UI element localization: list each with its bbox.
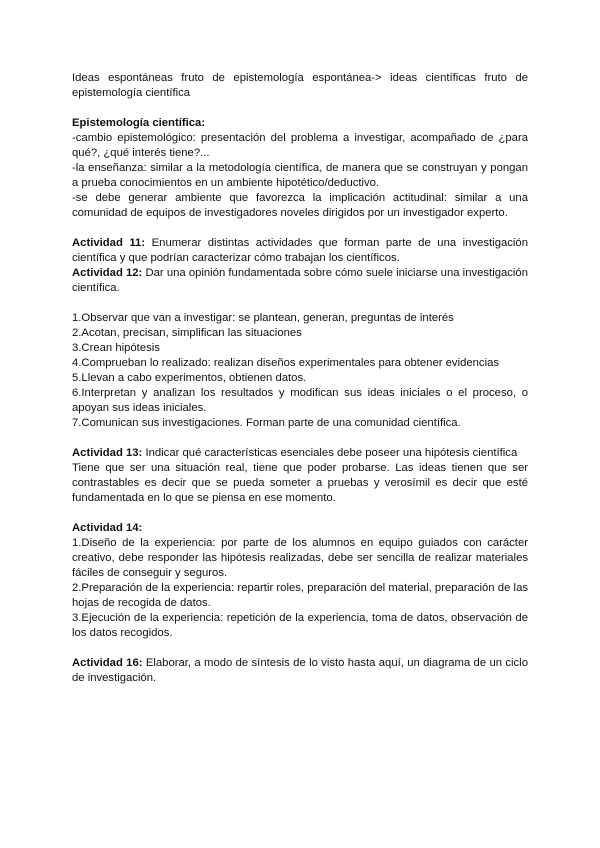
step-item: 4.Comprueban lo realizado: realizan diseños experimentales para obtener evidencias <box>72 357 500 369</box>
actividad-12 <box>72 266 528 296</box>
step-item: 3.Crean hipótesis <box>72 342 160 354</box>
actividad-16-text: Elaborar, a modo de síntesis de lo visto hasta aquí, un diagrama de un ciclo de investigación. <box>72 657 528 684</box>
step-item: 2.Acotan, precisan, simplifican las situaciones <box>72 327 302 339</box>
actividad-14-item: 1.Diseño de la experiencia: por parte de los alumnos en equipo guiados con carácter creativo, debe responder las hipótesis realizadas, debe ser sencilla de realizar materiales fáciles de conseguir y seguros. <box>72 537 528 579</box>
steps-list <box>72 311 528 431</box>
epistemologia-item: -la enseñanza: similar a la metodología científica, de manera que se construyan y pongan a prueba conocimientos en un ambiente hipotético/deductivo. <box>72 162 528 189</box>
actividad-16 <box>72 656 528 686</box>
actividad-11-label: Actividad 11: <box>72 237 146 249</box>
intro-paragraph: Ideas espontáneas fruto de epistemología espontánea-> ideas científicas fruto de epistemología científica <box>72 72 528 99</box>
actividad-14-label: Actividad 14: <box>72 522 143 534</box>
epistemologia-item: -cambio epistemológico: presentación del problema a investigar, acompañado de ¿para qué?, ¿qué interés tiene?... <box>72 132 528 159</box>
actividad-13-label: Actividad 13: <box>72 447 143 459</box>
actividad-13-answer: Tiene que ser una situación real, tiene que poder probarse. Las ideas tienen que ser contrastables es decir que se pueda someter a pruebas y verosímil es decir que esté fundamentada en lo que se piensa en ese momento. <box>72 462 528 504</box>
epistemologia-section <box>72 116 528 221</box>
actividad-14-item: 3.Ejecución de la experiencia: repetición de la experiencia, toma de datos, observación de los datos recogidos. <box>72 612 528 639</box>
step-item: 1.Observar que van a investigar: se plantean, generan, preguntas de interés <box>72 312 454 324</box>
step-item: 6.Interpretan y analizan los resultados y modifican sus ideas iniciales o el proceso, o apoyan sus ideas iniciales. <box>72 387 528 414</box>
actividad-11-text: Enumerar distintas actividades que forman parte de una investigación científica y que podrían caracterizar cómo trabajan los científicos. <box>72 237 528 264</box>
actividad-14-section <box>72 521 528 641</box>
actividad-11 <box>72 236 528 266</box>
actividad-13 <box>72 446 528 461</box>
actividad-16-label: Actividad 16: <box>72 657 143 669</box>
actividad-14-item: 2.Preparación de la experiencia: repartir roles, preparación del material, preparación de las hojas de recogida de datos. <box>72 582 528 609</box>
actividad-12-text: Dar una opinión fundamentada sobre cómo suele iniciarse una investigación científica. <box>72 267 528 294</box>
actividad-12-label: Actividad 12: <box>72 267 143 279</box>
step-item: 5.Llevan a cabo experimentos, obtienen datos. <box>72 372 307 384</box>
epistemologia-heading: Epistemología científica: <box>72 117 206 129</box>
step-item: 7.Comunican sus investigaciones. Forman parte de una comunidad científica. <box>72 417 461 429</box>
document-page <box>72 71 528 686</box>
actividad-13-text: Indicar qué características esenciales debe poseer una hipótesis científica <box>142 447 518 459</box>
epistemologia-item: -se debe generar ambiente que favorezca la implicación actitudinal: similar a una comunidad de equipos de investigadores noveles dirigidos por un investigador experto. <box>72 192 528 219</box>
